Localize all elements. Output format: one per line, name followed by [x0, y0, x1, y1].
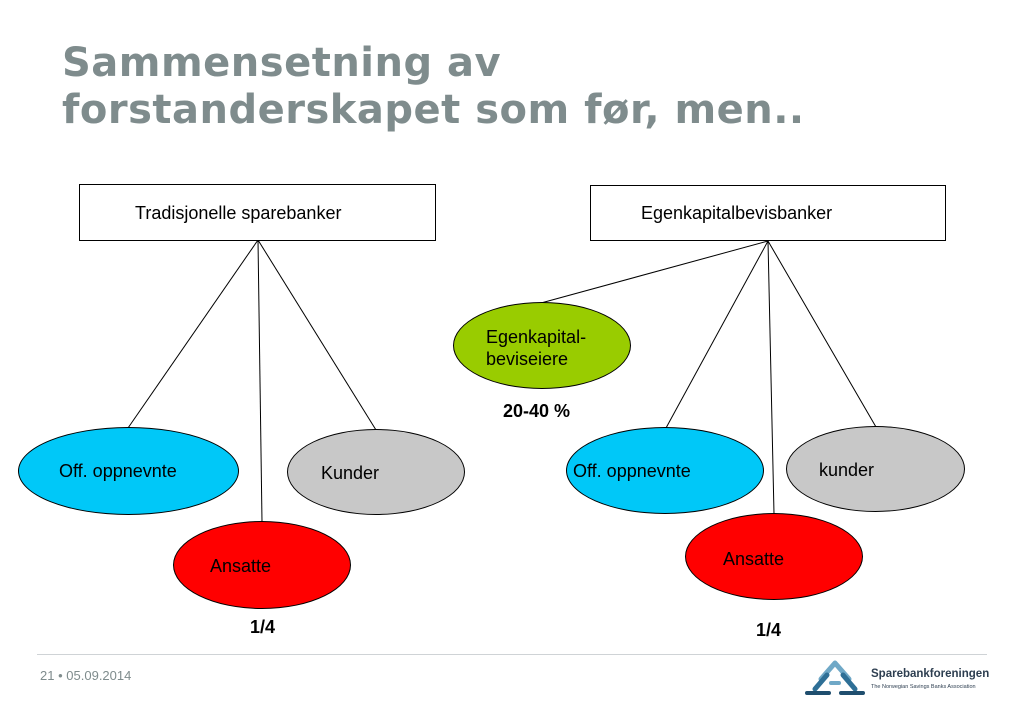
left-off-oppnevnte-label: Off. oppnevnte	[59, 461, 177, 481]
left-fraction: 1/4	[250, 617, 276, 637]
left-header-label: Tradisjonelle sparebanker	[135, 203, 342, 223]
right-ansatte-label: Ansatte	[723, 549, 785, 569]
right-fraction: 1/4	[756, 620, 782, 640]
line-left-off	[128, 240, 258, 428]
left-header-box	[79, 184, 436, 241]
right-kunder-label: kunder	[819, 460, 875, 480]
right-egenkapital-label-1: Egenkapital-	[486, 327, 587, 347]
title-line-1: Sammensetning av	[62, 40, 502, 86]
footer-date: 05.09.2014	[66, 668, 132, 683]
line-right-egenkapital	[541, 241, 768, 303]
logo-name: Sparebankforeningen	[871, 668, 990, 680]
logo-subtitle: The Norwegian Savings Banks Association	[871, 684, 976, 690]
left-kunder-node	[287, 429, 465, 515]
right-header-box	[590, 185, 946, 241]
left-kunder-label: Kunder	[321, 463, 380, 483]
right-egenkapital-node	[453, 302, 631, 389]
sparebankforeningen-logo	[803, 659, 993, 701]
right-off-oppnevnte-node	[566, 427, 764, 514]
line-left-ansatte	[258, 240, 262, 522]
left-off-oppnevnte-node	[18, 427, 239, 515]
footer-slide-info	[40, 668, 131, 683]
right-ansatte-node	[685, 513, 863, 600]
line-left-kunder	[258, 240, 376, 430]
footer-bullet: •	[58, 668, 63, 683]
right-egenkapital-label-2: beviseiere	[486, 349, 569, 369]
right-off-oppnevnte-label: Off. oppnevnte	[573, 461, 691, 481]
title-line-2: forstanderskapet som før, men..	[62, 87, 805, 133]
left-ansatte-label: Ansatte	[210, 556, 272, 576]
page-number: 21	[40, 668, 55, 683]
line-right-off	[666, 241, 768, 428]
right-kunder-node	[786, 426, 965, 512]
left-ansatte-node	[173, 521, 351, 609]
logo-mark-icon	[803, 659, 867, 701]
footer-divider	[37, 654, 987, 655]
right-header-label: Egenkapitalbevisbanker	[641, 203, 833, 223]
line-right-kunder	[768, 241, 876, 427]
right-share-label: 20-40 %	[503, 401, 571, 421]
line-right-ansatte	[768, 241, 774, 514]
